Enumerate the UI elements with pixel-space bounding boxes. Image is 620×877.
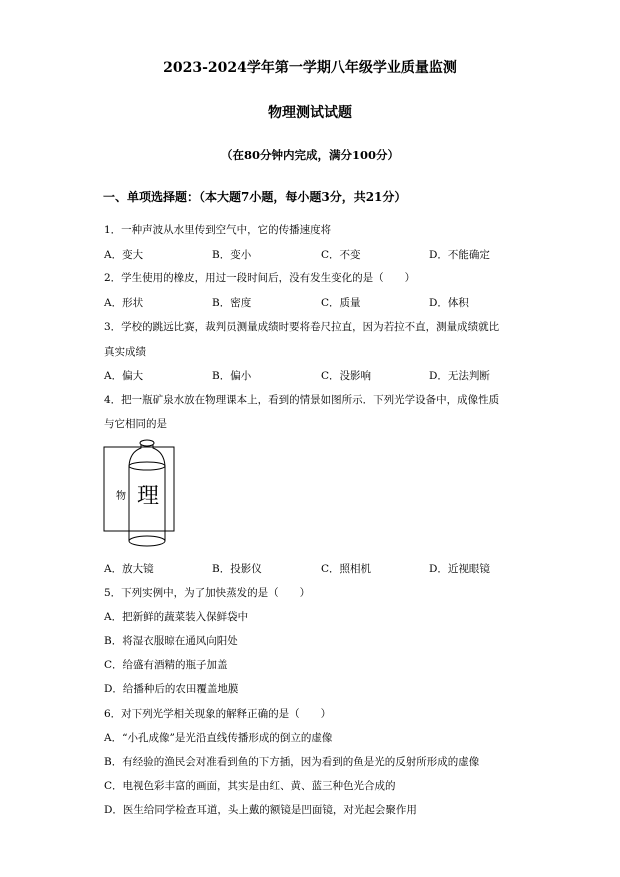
question-2-option-c: C．质量: [321, 297, 361, 309]
figure-small-character: 物: [116, 491, 126, 502]
question-6-option-d: D．医生给同学检查耳道，头上戴的额镜是凹面镜，对光起会聚作用: [104, 804, 417, 816]
question-3-stem-line-2: 真实成绩: [104, 346, 146, 358]
question-1-option-d: D．不能确定: [429, 249, 490, 261]
question-4-option-b: B．投影仪: [212, 563, 262, 575]
question-2-stem: 2．学生使用的橡皮，用过一段时间后，没有发生变化的是（ ）: [104, 272, 416, 284]
exam-time-note: （在80分钟内完成，满分100分）: [220, 148, 399, 162]
section-heading: 一、单项选择题：（本大题7小题，每小题3分，共21分）: [103, 190, 407, 204]
question-1-option-a: A．变大: [104, 249, 144, 261]
question-2-option-a: A．形状: [104, 297, 144, 309]
question-2-option-d: D．体积: [429, 297, 469, 309]
question-5-stem: 5．下列实例中，为了加快蒸发的是（ ）: [104, 587, 311, 599]
question-3-option-d: D．无法判断: [429, 370, 490, 382]
question-3-option-b: B．偏小: [212, 370, 252, 382]
question-3-option-c: C．没影响: [321, 370, 372, 382]
question-1-stem: 1．一种声波从水里传到空气中，它的传播速度将: [104, 224, 332, 236]
question-5-option-c: C．给盛有酒精的瓶子加盖: [104, 659, 228, 671]
question-6-option-a: A．“小孔成像”是光沿直线传播形成的倒立的虚像: [104, 732, 333, 744]
question-4-stem-line-2: 与它相同的是: [104, 418, 167, 430]
question-5-option-d: D．给播种后的农田覆盖地膜: [104, 683, 239, 695]
exam-subtitle: 物理测试试题: [268, 105, 352, 121]
bottle-cap: [140, 440, 154, 446]
question-6-option-b: B．有经验的渔民会对准看到鱼的下方插，因为看到的鱼是光的反射所形成的虚像: [104, 756, 480, 768]
exam-title: 2023-2024学年第一学期八年级学业质量监测: [163, 60, 457, 76]
question-5-option-a: A．把新鲜的蔬菜装入保鲜袋中: [104, 611, 249, 623]
figure-large-character: 理: [137, 484, 160, 509]
question-5-option-b: B．将湿衣服晾在通风向阳处: [104, 635, 238, 647]
question-1-option-b: B．变小: [212, 249, 252, 261]
question-6-stem: 6．对下列光学相关现象的解释正确的是（ ）: [104, 708, 332, 720]
question-4-option-d: D．近视眼镜: [429, 563, 490, 575]
question-3-option-a: A．偏大: [104, 370, 144, 382]
question-4-stem-line-1: 4．把一瓶矿泉水放在物理课本上，看到的情景如图所示．下列光学设备中，成像性质: [104, 394, 500, 406]
question-1-option-c: C．不变: [321, 249, 361, 261]
question-2-option-b: B．密度: [212, 297, 252, 309]
question-3-stem-line-1: 3．学校的跳远比赛，裁判员测量成绩时要将卷尺拉直，因为若拉不直，测量成绩就比: [104, 321, 500, 333]
question-4-option-a: A．放大镜: [104, 563, 154, 575]
question-6-option-c: C．电视色彩丰富的画面，其实是由红、黄、蓝三种色光合成的: [104, 780, 396, 792]
bottle-on-book-figure: [103, 438, 183, 550]
question-4-option-c: C．照相机: [321, 563, 372, 575]
